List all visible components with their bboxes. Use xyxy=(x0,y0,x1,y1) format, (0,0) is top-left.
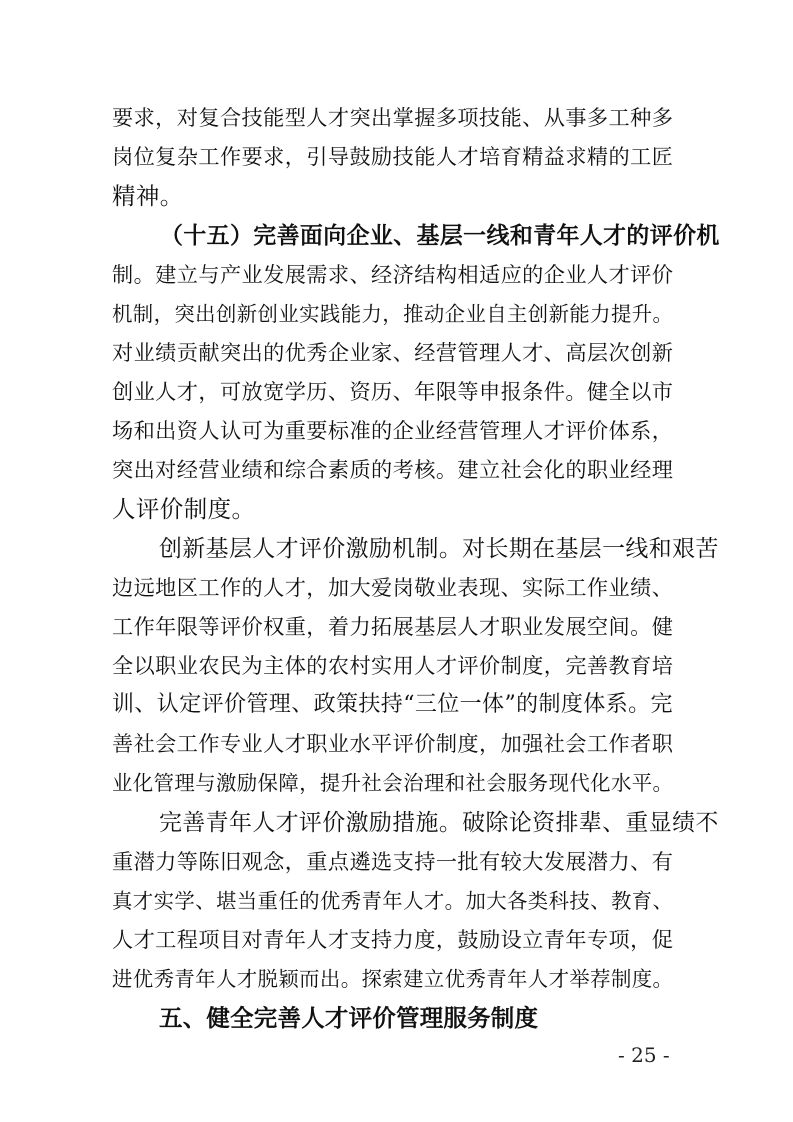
subsection-heading: （十五）完善面向企业、基层一线和青年人才的评价机 xyxy=(160,223,720,249)
paragraph-line: 重潜力等陈旧观念，重点遴选支持一批有较大发展潜力、有 xyxy=(112,849,674,874)
paragraph-line: 机制，突出创新创业实践能力，推动企业自主创新能力提升。 xyxy=(112,302,674,326)
paragraph-line: 人才工程项目对青年人才支持力度，鼓励设立青年专项，促 xyxy=(112,927,674,952)
paragraph-line: 对业绩贡献突出的优秀企业家、经营管理人才、高层次创新 xyxy=(112,340,674,365)
paragraph-line: 岗位复杂工作要求，引导鼓励技能人才培育精益求精的工匠 xyxy=(112,144,674,169)
paragraph-line: 场和出资人认可为重要标准的企业经营管理人才评价体系， xyxy=(112,418,674,443)
paragraph-line: 完善青年人才评价激励措施。破除论资排辈、重显绩不 xyxy=(159,810,719,836)
paragraph-line: 要求，对复合技能型人才突出掌握多项技能、从事多工种多 xyxy=(112,105,674,130)
paragraph-line: 制。建立与产业发展需求、经济结构相适应的企业人才评价 xyxy=(112,262,674,287)
paragraph-line: 创业人才，可放宽学历、资历、年限等申报条件。健全以市 xyxy=(112,379,674,404)
paragraph-line: 训、认定评价管理、政策扶持“三位一体”的制度体系。完 xyxy=(112,692,673,717)
paragraph-line: 突出对经营业绩和综合素质的考核。建立社会化的职业经理 xyxy=(112,457,674,482)
section-heading: 五、健全完善人才评价管理服务制度 xyxy=(159,1004,539,1032)
paragraph-line: 精神。 xyxy=(112,182,184,210)
paragraph-line: 边远地区工作的人才，加大爱岗敬业表现、实际工作业绩、 xyxy=(112,575,674,600)
paragraph-line: 人评价制度。 xyxy=(112,495,256,523)
paragraph-line: 全以职业农民为主体的农村实用人才评价制度，完善教育培 xyxy=(112,653,674,678)
paragraph-line: 业化管理与激励保障，提升社会治理和社会服务现代化水平。 xyxy=(112,771,674,795)
page-number: - 25 - xyxy=(618,1043,670,1067)
paragraph-line: 创新基层人才评价激励机制。对长期在基层一线和艰苦 xyxy=(159,536,719,562)
paragraph-line: 善社会工作专业人才职业水平评价制度，加强社会工作者职 xyxy=(112,731,674,756)
paragraph-line: 工作年限等评价权重，着力拓展基层人才职业发展空间。健 xyxy=(112,614,674,639)
paragraph-line: 进优秀青年人才脱颖而出。探索建立优秀青年人才举荐制度。 xyxy=(112,967,674,991)
paragraph-line: 真才实学、堪当重任的优秀青年人才。加大各类科技、教育、 xyxy=(112,889,674,913)
